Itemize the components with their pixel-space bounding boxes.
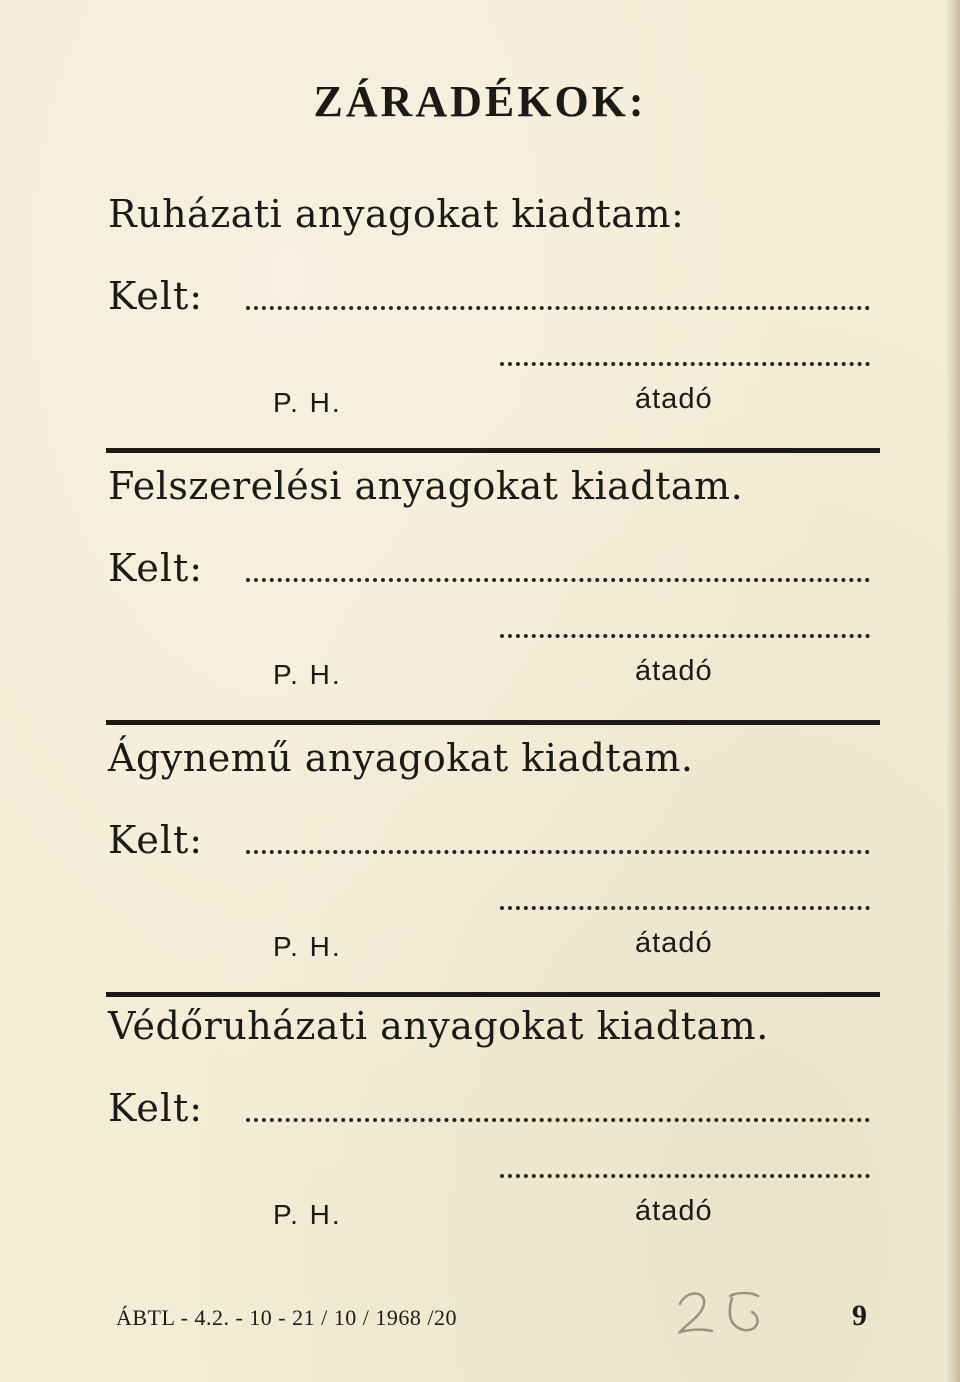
signature-fill-line[interactable] bbox=[500, 1174, 870, 1178]
section-ruhazati bbox=[108, 192, 878, 462]
date-row bbox=[108, 1086, 878, 1130]
signer-label: átadó bbox=[635, 655, 713, 687]
signer-label: átadó bbox=[635, 927, 713, 959]
signature-fill-line[interactable] bbox=[500, 906, 870, 910]
handwritten-note-mark bbox=[672, 1282, 768, 1342]
page-edge-shadow bbox=[946, 0, 960, 1382]
section-heading: Felszerelési anyagokat kiadtam. bbox=[108, 464, 744, 508]
section-felszerelesi bbox=[108, 464, 878, 734]
date-fill-line[interactable] bbox=[246, 850, 870, 854]
page-number: 9 bbox=[852, 1299, 867, 1332]
date-row bbox=[108, 818, 878, 862]
signer-label: átadó bbox=[635, 1195, 713, 1227]
section-heading: Ruházati anyagokat kiadtam: bbox=[108, 192, 685, 236]
section-divider bbox=[106, 448, 880, 453]
stamp-label: P. H. bbox=[273, 931, 342, 962]
section-heading: Védőruházati anyagokat kiadtam. bbox=[108, 1004, 769, 1048]
date-fill-line[interactable] bbox=[246, 578, 870, 582]
signature-fill-line[interactable] bbox=[500, 362, 870, 366]
signer-label: átadó bbox=[635, 383, 713, 415]
signature-fill-line[interactable] bbox=[500, 634, 870, 638]
section-vedoruhazati bbox=[108, 1004, 878, 1274]
date-row bbox=[108, 274, 878, 318]
section-heading: Ágynemű anyagokat kiadtam. bbox=[108, 736, 694, 780]
stamp-label: P. H. bbox=[273, 659, 342, 690]
date-fill-line[interactable] bbox=[246, 1118, 870, 1122]
section-divider bbox=[106, 992, 880, 997]
section-agynemu bbox=[108, 736, 878, 1006]
page-title: ZÁRADÉKOK: bbox=[313, 77, 647, 126]
section-divider bbox=[106, 720, 880, 725]
date-label: Kelt: bbox=[108, 818, 204, 862]
date-fill-line[interactable] bbox=[246, 306, 870, 310]
date-label: Kelt: bbox=[108, 546, 204, 590]
stamp-label: P. H. bbox=[273, 387, 342, 418]
stamp-label: P. H. bbox=[273, 1199, 342, 1230]
date-label: Kelt: bbox=[108, 1086, 204, 1130]
date-label: Kelt: bbox=[108, 274, 204, 318]
date-row bbox=[108, 546, 878, 590]
archive-reference: ÁBTL - 4.2. - 10 - 21 / 10 / 1968 /20 bbox=[116, 1305, 457, 1330]
